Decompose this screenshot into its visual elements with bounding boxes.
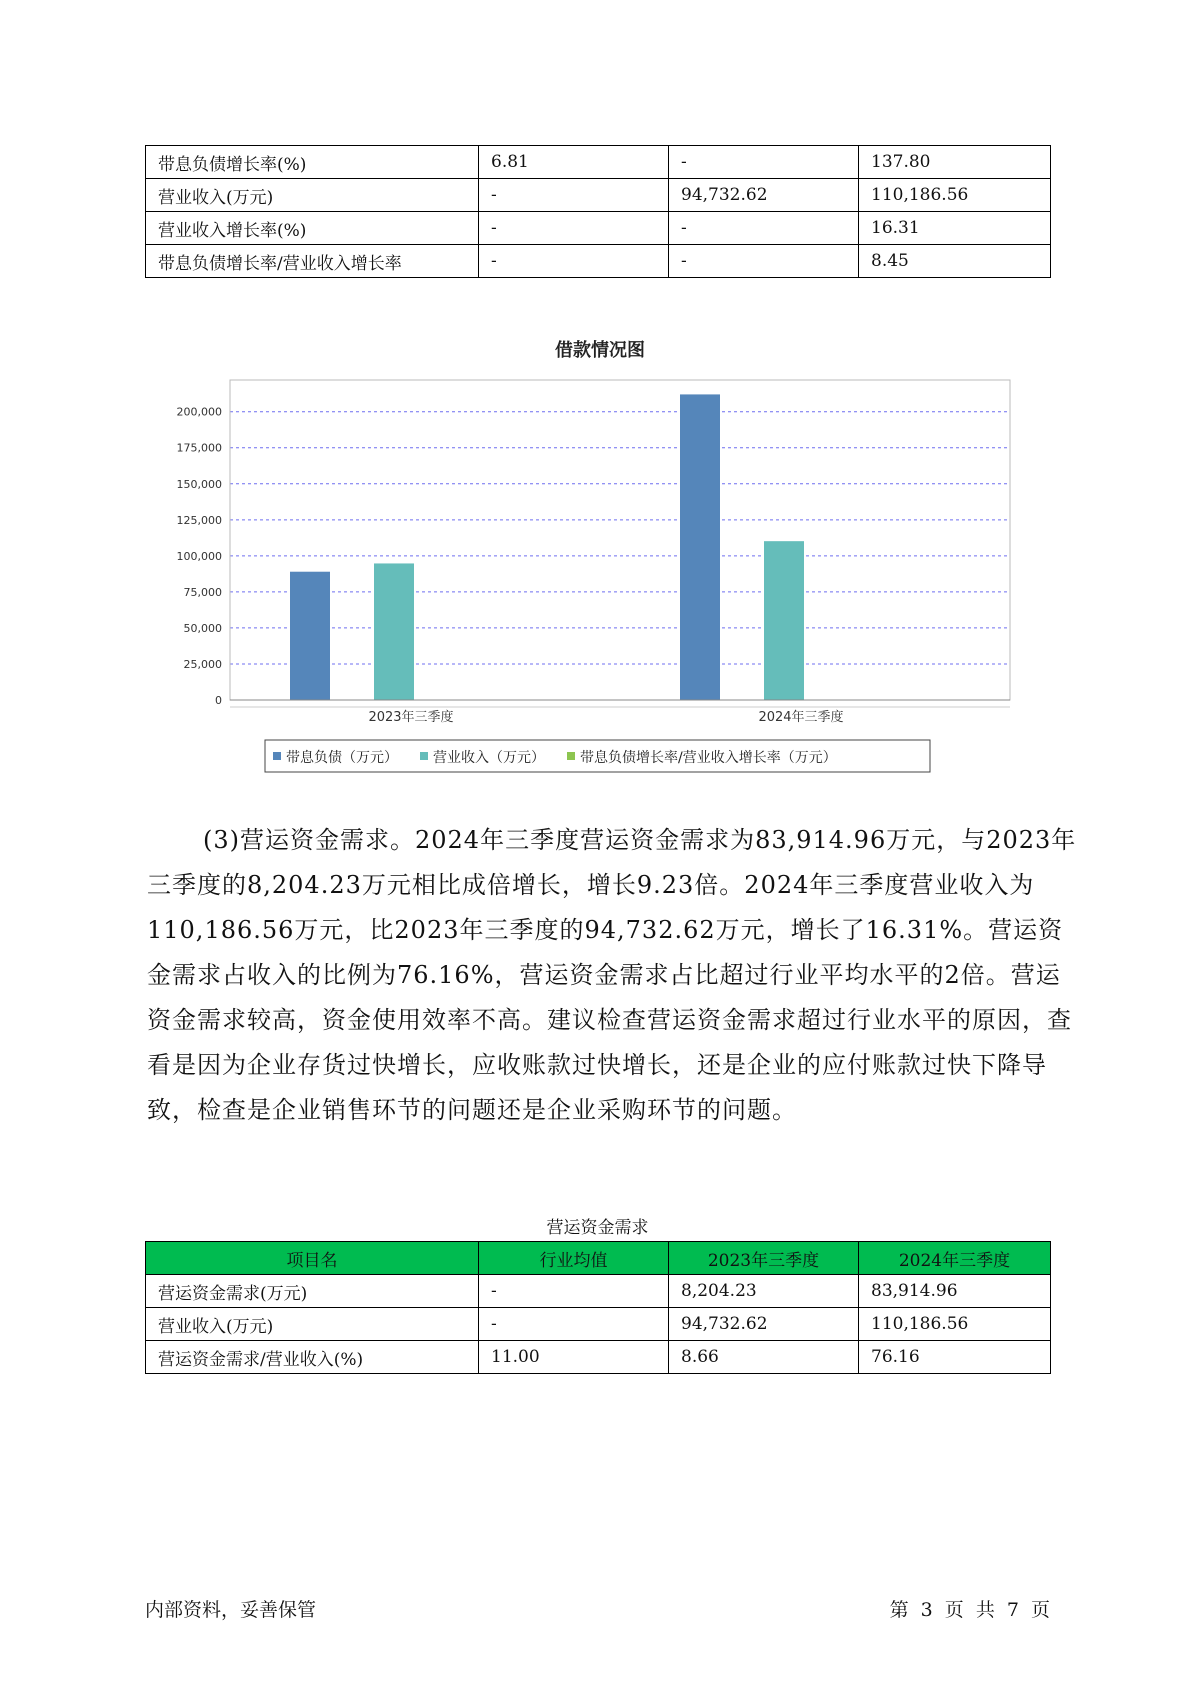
legend-swatch bbox=[567, 752, 575, 760]
table-cell: 营业收入增长率(%) bbox=[146, 212, 479, 245]
table-cell: 137.80 bbox=[859, 146, 1051, 179]
table-row bbox=[146, 1275, 1051, 1308]
table-row bbox=[146, 179, 1051, 212]
table-cell: 带息负债增长率(%) bbox=[146, 146, 479, 179]
table-cell: 营运资金需求/营业收入(%) bbox=[146, 1341, 479, 1374]
table-cell: 94,732.62 bbox=[669, 1308, 859, 1341]
y-tick-label: 0 bbox=[215, 694, 222, 707]
y-tick-label: 200,000 bbox=[176, 405, 222, 419]
table-cell: - bbox=[479, 1308, 669, 1341]
footer-page-number: 第 3 页 共 7 页 bbox=[889, 1599, 1050, 1621]
y-tick-label: 150,000 bbox=[176, 477, 222, 491]
table-cell: - bbox=[479, 179, 669, 212]
table-cell: 110,186.56 bbox=[859, 179, 1051, 212]
table-row bbox=[146, 1308, 1051, 1341]
bar bbox=[290, 572, 330, 700]
legend-swatch bbox=[273, 752, 281, 760]
table-cell: - bbox=[669, 212, 859, 245]
table-cell: - bbox=[479, 245, 669, 278]
y-tick-label: 175,000 bbox=[176, 441, 222, 455]
table-row bbox=[146, 212, 1051, 245]
y-tick-label: 125,000 bbox=[176, 513, 222, 527]
y-tick-label: 100,000 bbox=[176, 549, 222, 563]
plot-area bbox=[230, 380, 1010, 700]
y-tick-label: 50,000 bbox=[183, 621, 222, 635]
bar bbox=[680, 394, 720, 700]
working-capital-table bbox=[145, 1241, 1051, 1374]
column-header: 项目名 bbox=[146, 1242, 479, 1275]
column-header: 2023年三季度 bbox=[669, 1242, 859, 1275]
table-cell: 营业收入(万元) bbox=[146, 1308, 479, 1341]
x-tick-label: 2024年三季度 bbox=[758, 710, 844, 725]
table-cell: 76.16 bbox=[859, 1341, 1051, 1374]
loan-bar-chart bbox=[140, 320, 1020, 780]
chart-grid bbox=[230, 412, 1010, 664]
bars bbox=[290, 394, 888, 700]
table-cell: 营业收入(万元) bbox=[146, 179, 479, 212]
y-tick-label: 25,000 bbox=[183, 657, 222, 671]
table-cell: - bbox=[479, 1275, 669, 1308]
table-cell: - bbox=[669, 146, 859, 179]
y-tick-label: 75,000 bbox=[183, 585, 222, 599]
table-header-row bbox=[146, 1242, 1051, 1275]
table-caption: 营运资金需求 bbox=[546, 1218, 649, 1238]
table-cell: 6.81 bbox=[479, 146, 669, 179]
table-cell: 11.00 bbox=[479, 1341, 669, 1374]
table-row bbox=[146, 1341, 1051, 1374]
table-cell: 8.66 bbox=[669, 1341, 859, 1374]
table-row bbox=[146, 146, 1051, 179]
footer-confidential-note: 内部资料，妥善保管 bbox=[145, 1599, 317, 1621]
x-axis bbox=[368, 709, 843, 725]
table-row bbox=[146, 245, 1051, 278]
legend-label: 营业收入（万元） bbox=[433, 750, 545, 766]
table-cell: 8.45 bbox=[859, 245, 1051, 278]
top-data-table bbox=[145, 145, 1051, 278]
legend-swatch bbox=[420, 752, 428, 760]
table-cell: 94,732.62 bbox=[669, 179, 859, 212]
table-cell: 营运资金需求(万元) bbox=[146, 1275, 479, 1308]
column-header: 行业均值 bbox=[479, 1242, 669, 1275]
chart-title: 借款情况图 bbox=[555, 340, 645, 361]
chart-legend bbox=[265, 740, 930, 772]
bar bbox=[764, 541, 804, 700]
bar bbox=[374, 563, 414, 700]
table-cell: 16.31 bbox=[859, 212, 1051, 245]
column-header: 2024年三季度 bbox=[859, 1242, 1051, 1275]
x-tick-label: 2023年三季度 bbox=[368, 710, 454, 725]
table-cell: - bbox=[479, 212, 669, 245]
table-cell: 110,186.56 bbox=[859, 1308, 1051, 1341]
table-cell: 83,914.96 bbox=[859, 1275, 1051, 1308]
y-axis bbox=[177, 406, 223, 707]
table-cell: - bbox=[669, 245, 859, 278]
table-cell: 带息负债增长率/营业收入增长率 bbox=[146, 245, 479, 278]
legend-label: 带息负债（万元） bbox=[286, 750, 398, 766]
table-cell: 8,204.23 bbox=[669, 1275, 859, 1308]
legend-label: 带息负债增长率/营业收入增长率（万元） bbox=[580, 750, 837, 766]
body-paragraph: (3)营运资金需求。2024年三季度营运资金需求为83,914.96万元，与2023年三季度的8,204.23万元相比成倍增长，增长9.23倍。2024年三季度营业收入为110,186.56万元，比2023年三季度的94,732.62万元，增长了16.31%。营运资金需求占收入的比例为76.16%，营运资金需求占比超过行业平均水平的2倍。营运资金需求较高，资金使用效率不高。建议检查营运资金需求超过行业水平的原因，查看是因为企业存货过快增长，应收账款过快增长，还是企业的应付账款过快下降导致，检查是企业销售环节的问题还是企业采购环节的问题。 bbox=[147, 826, 1077, 1124]
